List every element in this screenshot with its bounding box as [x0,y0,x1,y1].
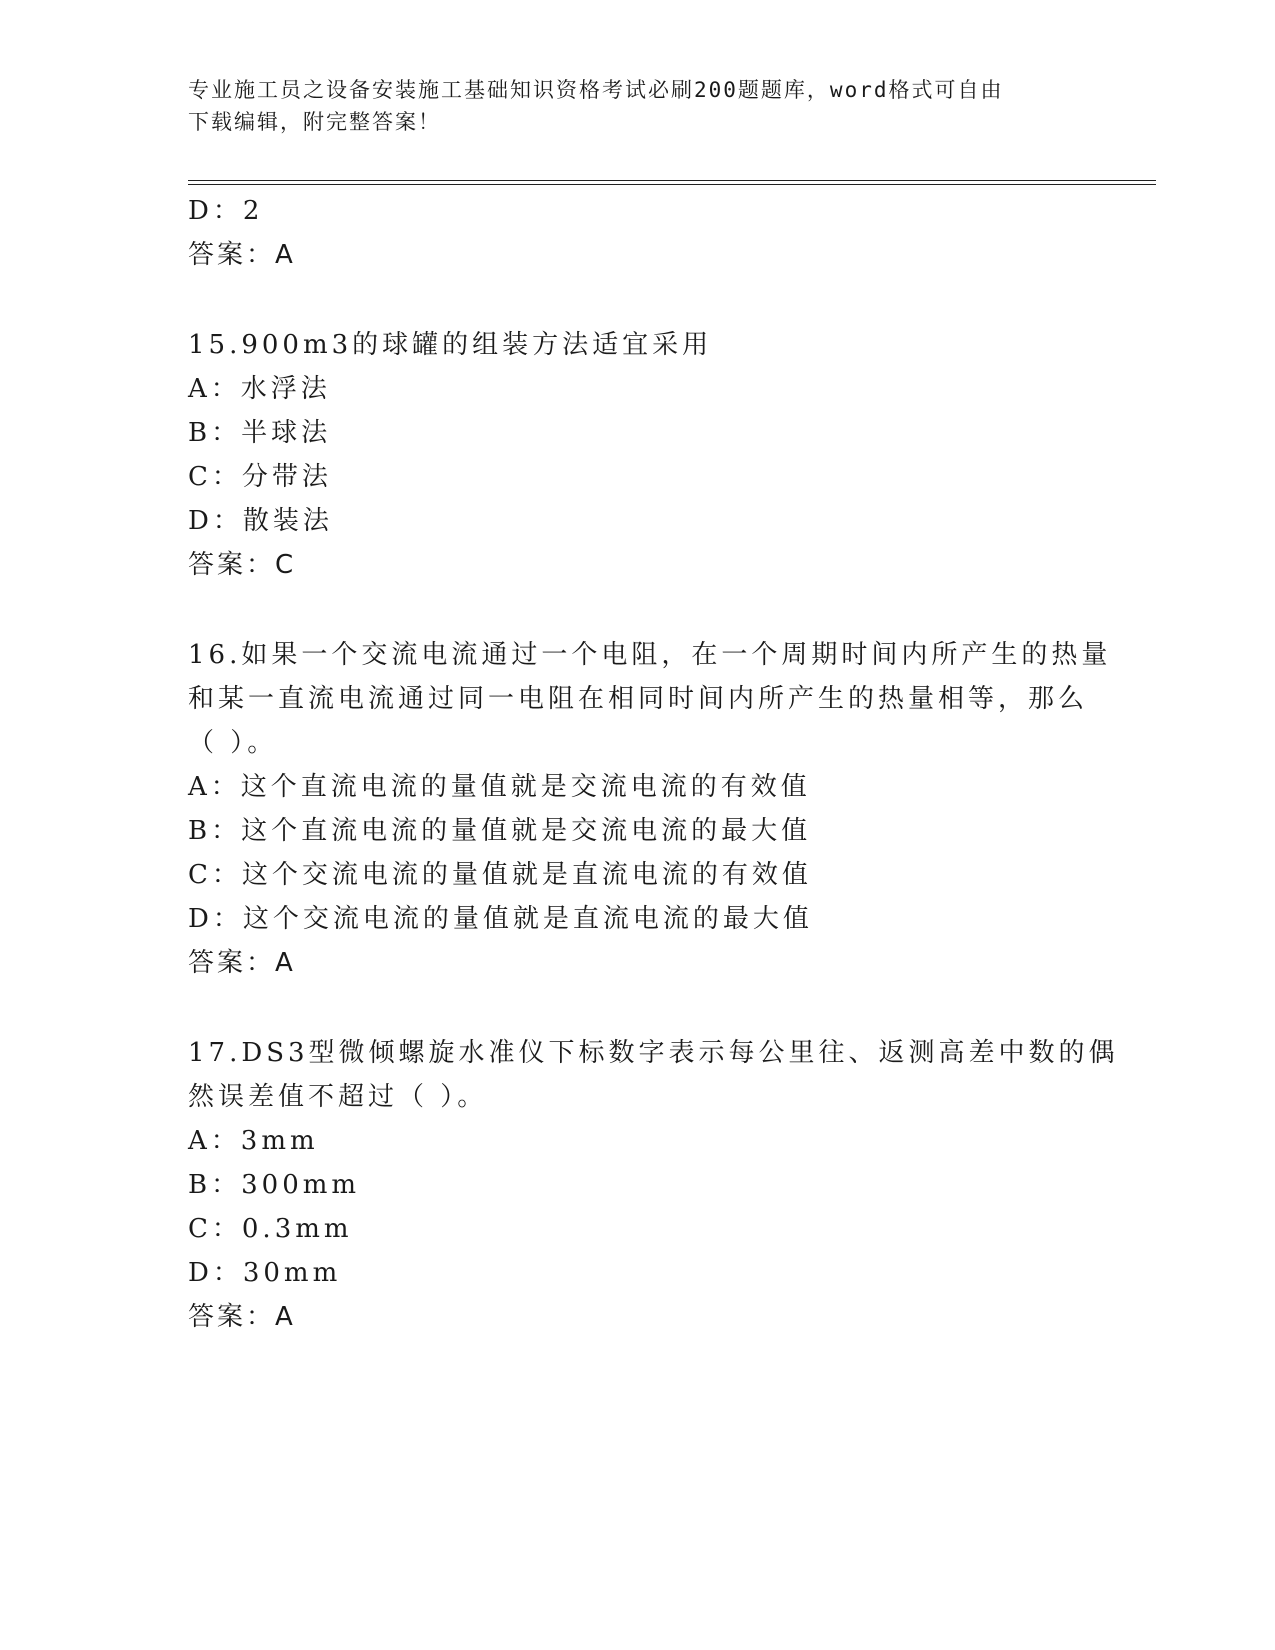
q17-answer: 答案：A [188,1302,296,1332]
q17-option-b: B：300mm [188,1170,361,1200]
prev-option-d: D：2 [188,196,264,226]
q15-option-c: C：分带法 [188,462,332,492]
q16-option-c: C：这个交流电流的量值就是直流电流的有效值 [188,860,812,890]
q15-option-b: B：半球法 [188,418,332,448]
q16-answer: 答案：A [188,948,296,978]
prev-answer: 答案：A [188,240,296,270]
header-divider-top [188,180,1156,181]
q15-option-a: A：水浮法 [188,374,331,404]
header-line-2: 下载编辑，附完整答案！ [188,110,441,134]
q17-stem-line-1: 17.DS3型微倾螺旋水准仪下标数字表示每公里往、返测高差中数的偶 [188,1038,1119,1068]
q16-stem-line-3: （ ）。 [188,728,278,758]
q17-option-a: A：3mm [188,1126,319,1156]
q15-option-d: D：散装法 [188,506,333,536]
q17-option-d: D：30mm [188,1258,342,1288]
header-divider-bottom [188,184,1156,185]
q16-stem-line-2: 和某一直流电流通过同一电阻在相同时间内所产生的热量相等，那么 [188,684,1089,714]
q16-stem-line-1: 16.如果一个交流电流通过一个电阻，在一个周期时间内所产生的热量 [188,640,1112,670]
q17-stem-line-2: 然误差值不超过（ ）。 [188,1082,488,1112]
q16-option-b: B：这个直流电流的量值就是交流电流的最大值 [188,816,812,846]
q15-stem: 15.900m3的球罐的组装方法适宜采用 [188,330,713,360]
q16-option-d: D：这个交流电流的量值就是直流电流的最大值 [188,904,813,934]
header-line-1: 专业施工员之设备安装施工基础知识资格考试必刷200题题库，word格式可自由 [188,78,1004,102]
q15-answer: 答案：C [188,550,297,580]
q17-option-c: C：0.3mm [188,1214,353,1244]
q16-option-a: A：这个直流电流的量值就是交流电流的有效值 [188,772,811,802]
document-header [188,74,1088,138]
